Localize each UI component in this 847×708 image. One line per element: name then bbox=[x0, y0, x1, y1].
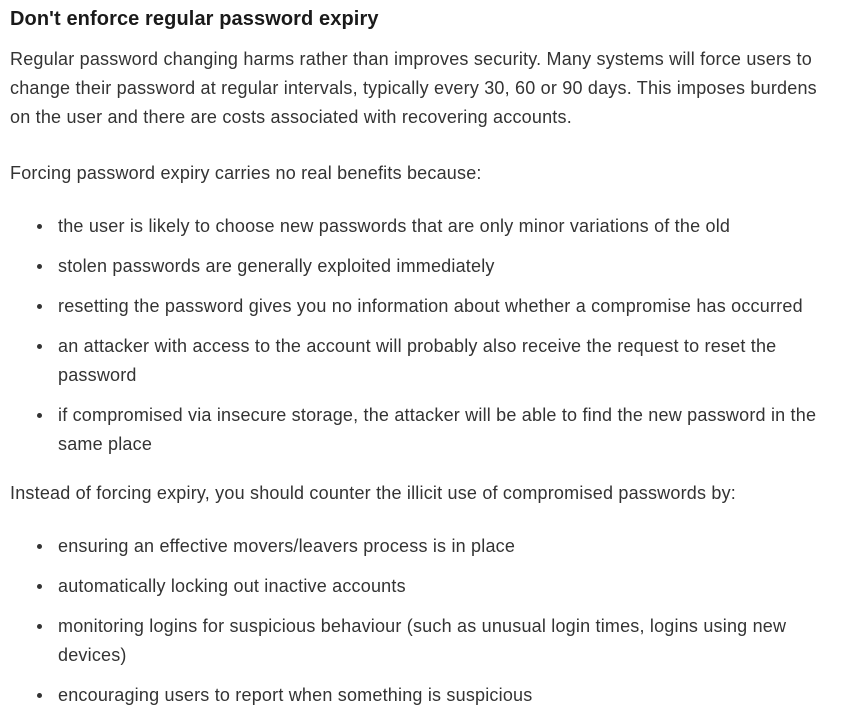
countermeasures-intro: Instead of forcing expiry, you should counter the illicit use of compromised passwords by: bbox=[10, 483, 737, 503]
page-title: Don't enforce regular password expiry bbox=[10, 8, 379, 30]
list-item: the user is likely to choose new passwords that are only minor variations of the old bbox=[10, 212, 837, 241]
countermeasures-list bbox=[10, 532, 837, 708]
list-item: ensuring an effective movers/leavers process is in place bbox=[10, 532, 837, 561]
intro-paragraph: Regular password changing harms rather than improves security. Many systems will force users to change their password at regular intervals, typically every 30, 60 or 90 days. This imposes burdens on the user and there are costs associated with recovering accounts. bbox=[10, 49, 817, 127]
list-item: monitoring logins for suspicious behaviour (such as unusual login times, logins using new devices) bbox=[10, 612, 837, 670]
list-item: an attacker with access to the account will probably also receive the request to reset the password bbox=[10, 332, 837, 390]
list-item: encouraging users to report when something is suspicious bbox=[10, 681, 837, 708]
list-item: resetting the password gives you no information about whether a compromise has occurred bbox=[10, 292, 837, 321]
benefits-list bbox=[10, 212, 837, 459]
list-item: automatically locking out inactive accounts bbox=[10, 572, 837, 601]
benefits-list-intro: Forcing password expiry carries no real benefits because: bbox=[10, 163, 482, 183]
list-item: stolen passwords are generally exploited immediately bbox=[10, 252, 837, 281]
list-item: if compromised via insecure storage, the attacker will be able to find the new password in the same place bbox=[10, 401, 837, 459]
